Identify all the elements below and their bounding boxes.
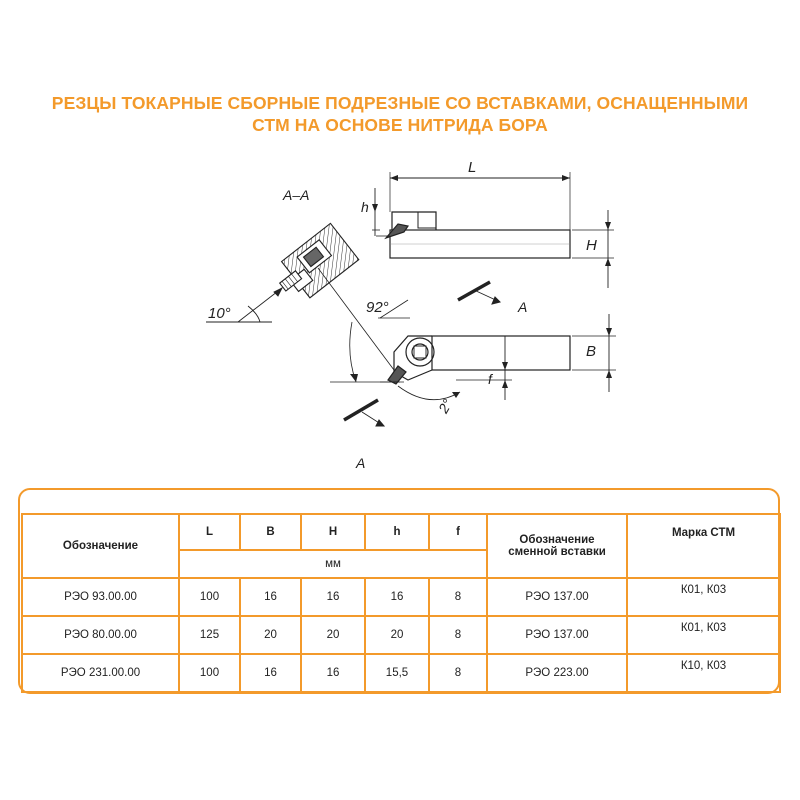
cell-h: 20 <box>365 616 429 654</box>
insert-header-line-2: сменной вставки <box>508 546 606 558</box>
cell-H: 16 <box>301 578 365 616</box>
cell-B: 20 <box>240 616 301 654</box>
cell-designation: РЭО 231.00.00 <box>22 654 179 692</box>
table-row <box>22 578 780 616</box>
cell-H: 16 <box>301 654 365 692</box>
angle-10-label: 10° <box>208 305 231 322</box>
angle-92-label: 92° <box>366 299 389 316</box>
title-line-2: СТМ НА ОСНОВЕ НИТРИДА БОРА <box>252 115 548 135</box>
section-view <box>278 223 359 300</box>
cell-h: 16 <box>365 578 429 616</box>
cell-L: 125 <box>179 616 240 654</box>
cell-f: 8 <box>429 654 487 692</box>
cell-f: 8 <box>429 578 487 616</box>
col-grade-header: Марка СТМ <box>627 514 780 578</box>
dim-L-label: L <box>468 159 477 176</box>
side-view <box>372 172 614 288</box>
cell-B: 16 <box>240 578 301 616</box>
dim-H-label: H <box>586 237 597 254</box>
view-a-top-label: A <box>518 299 528 315</box>
angle-2-label: 2° <box>434 396 456 416</box>
shank-plan <box>432 336 570 370</box>
table-row <box>22 616 780 654</box>
cell-insert: РЭО 137.00 <box>487 616 627 654</box>
title-line-1: РЕЗЦЫ ТОКАРНЫЕ СБОРНЫЕ ПОДРЕЗНЫЕ СО ВСТАВКАМИ, ОСНАЩЕННЫМИ <box>51 93 749 113</box>
cell-grade: К01, К03 <box>627 616 780 654</box>
view-a-bottom-label: A <box>356 455 366 471</box>
cell-designation: РЭО 80.00.00 <box>22 616 179 654</box>
cell-B: 16 <box>240 654 301 692</box>
dim-h-label: h <box>361 199 369 215</box>
dim-f-label: f <box>488 371 492 387</box>
dim-B-label: B <box>586 343 597 360</box>
col-f-header: f <box>429 514 487 550</box>
insert-header-line-1: Обозначение <box>519 534 595 546</box>
view-a-top <box>458 282 500 304</box>
cell-h: 15,5 <box>365 654 429 692</box>
section-label: А–А <box>283 187 310 203</box>
spec-table <box>21 513 781 693</box>
cell-H: 20 <box>301 616 365 654</box>
col-H-header: H <box>301 514 365 550</box>
cell-L: 100 <box>179 654 240 692</box>
cell-insert: РЭО 137.00 <box>487 578 627 616</box>
cell-grade: К10, К03 <box>627 654 780 692</box>
col-B-header: B <box>240 514 301 550</box>
col-designation-header: Обозначение <box>22 514 179 578</box>
cell-L: 100 <box>179 578 240 616</box>
view-a-bottom <box>344 400 384 426</box>
table-row <box>22 654 780 692</box>
section-leader <box>318 268 394 370</box>
cell-designation: РЭО 93.00.00 <box>22 578 179 616</box>
col-insert-header <box>487 514 627 578</box>
cell-f: 8 <box>429 616 487 654</box>
cell-insert: РЭО 223.00 <box>487 654 627 692</box>
unit-cell: мм <box>179 550 487 578</box>
col-h-header: h <box>365 514 429 550</box>
cell-grade: К01, К03 <box>627 578 780 616</box>
col-L-header: L <box>179 514 240 550</box>
